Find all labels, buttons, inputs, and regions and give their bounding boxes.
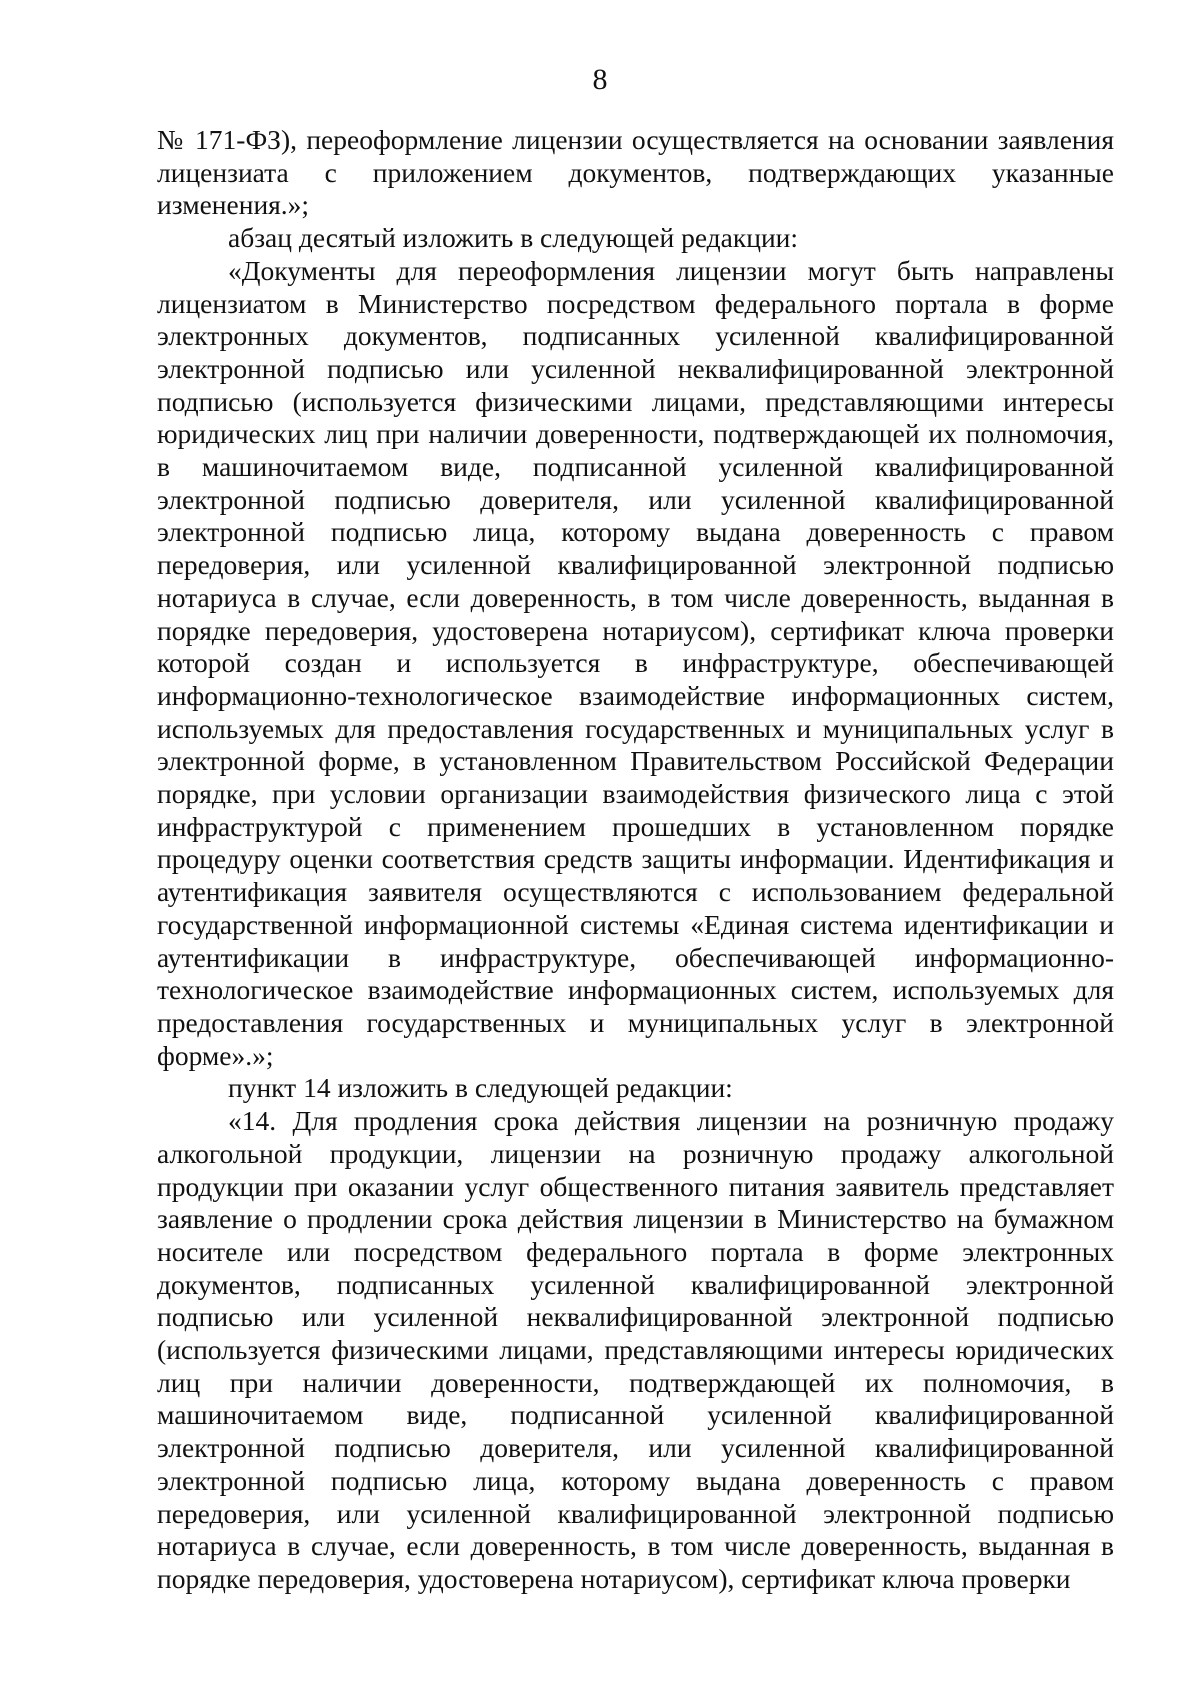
document-body — [157, 124, 1114, 1596]
paragraph: «Документы для переоформления лицензии могут быть направлены лицензиатом в Министерство посредством федерального портала в форме электронных документов, подписанных усиленной квалифицированной электронной подписью или усиленной неквалифицированной электронной подписью (используется физическими лицами, представляющими интересы юридических лиц при наличии доверенности, подтверждающей их полномочия, в машиночитаемом виде, подписанной усиленной квалифицированной электронной подписью доверителя, или усиленной квалифицированной электронной подписью лица, которому выдана доверенность с правом передоверия, или усиленной квалифицированной электронной подписью нотариуса в случае, если доверенность, в том числе доверенность, выданная в порядке передоверия, удостоверена нотариусом), сертификат ключа проверки которой создан и используется в инфраструктуре, обеспечивающей информационно-технологическое взаимодействие информационных систем, используемых для предоставления государственных и муниципальных услуг в электронной форме, в установленном Правительством Российской Федерации порядке, при условии организации взаимодействия физического лица с этой инфраструктурой с применением прошедших в установленном порядке процедуру оценки соответствия средств защиты информации. Идентификация и аутентификация заявителя осуществляются с использованием федеральной государственной информационной системы «Единая система идентификации и аутентификации в инфраструктуре, обеспечивающей информационно-технологическое взаимодействие информационных систем, используемых для предоставления государственных и муниципальных услуг в электронной форме».»; — [157, 254, 1114, 1071]
page-number: 8 — [592, 63, 608, 96]
paragraph: № 171-ФЗ), переоформление лицензии осуществляется на основании заявления лицензиата с приложением документов, подтверждающих указанные изменения.»; — [157, 124, 1114, 221]
paragraph: абзац десятый изложить в следующей редакции: — [228, 222, 799, 254]
paragraph: пункт 14 изложить в следующей редакции: — [228, 1072, 733, 1104]
paragraph: «14. Для продления срока действия лицензии на розничную продажу алкогольной продукции, лицензии на розничную продажу алкогольной продукции при оказании услуг общественного питания заявитель представляет заявление о продлении срока действия лицензии в Министерство на бумажном носителе или посредством федерального портала в форме электронных документов, подписанных усиленной квалифицированной электронной подписью или усиленной неквалифицированной электронной подписью (используется физическими лицами, представляющими интересы юридических лиц при наличии доверенности, подтверждающей их полномочия, в машиночитаемом виде, подписанной усиленной квалифицированной электронной подписью доверителя, или усиленной квалифицированной электронной подписью лица, которому выдана доверенность с правом передоверия, или усиленной квалифицированной электронной подписью нотариуса в случае, если доверенность, в том числе доверенность, выданная в порядке передоверия, удостоверена нотариусом), сертификат ключа проверки — [157, 1105, 1114, 1594]
